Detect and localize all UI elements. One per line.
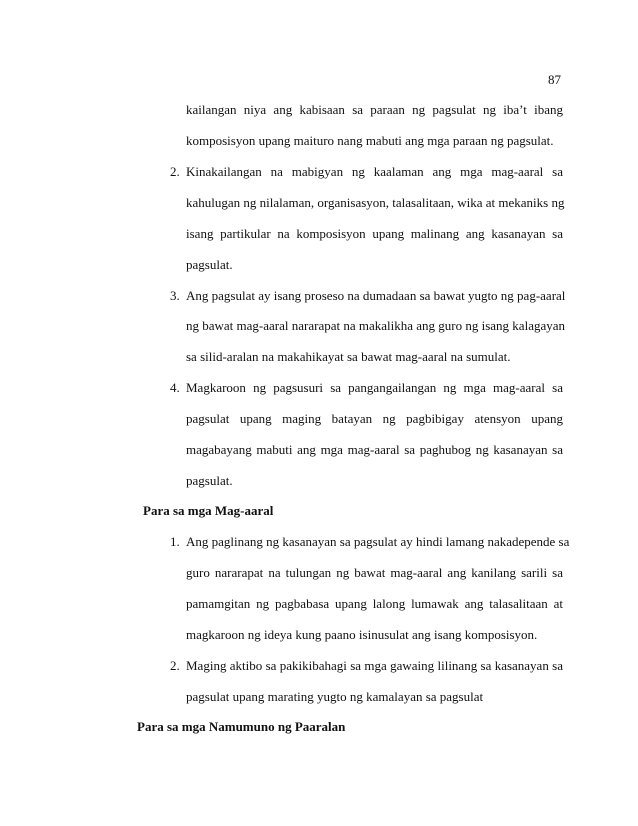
list-item-line: Ang paglinang ng kasanayan sa pagsulat ay hindi lamang nakadepende sa — [186, 534, 570, 549]
list-number: 1. — [170, 534, 180, 549]
page-number: 87 — [548, 72, 561, 87]
list-item-line: sa silid-aralan na makahikayat sa bawat mag-aaral na sumulat. — [186, 349, 511, 364]
list-item-line: kahulugan ng nilalaman, organisasyon, talasalitaan, wika at mekaniks ng — [186, 195, 565, 210]
list-item-line: Magkaroon ng pagsusuri sa pangangailangan ng mga mag-aaral sa — [186, 380, 563, 395]
list-number: 2. — [170, 164, 180, 179]
list-item-line: ng bawat mag-aaral nararapat na makalikha ang guro ng isang kalagayan — [186, 318, 565, 333]
list-item-line: guro nararapat na tulungan ng bawat mag-aaral ang kanilang sarili sa — [186, 565, 563, 580]
section-heading: Para sa mga Namumuno ng Paaralan — [137, 719, 346, 734]
list-item-line: Ang pagsulat ay isang proseso na dumadaan sa bawat yugto ng pag-aaral — [186, 288, 566, 303]
list-item-line: pagsulat. — [186, 257, 233, 272]
continuation-line: komposisyon upang maituro nang mabuti ang mga paraan ng pagsulat. — [186, 133, 554, 148]
section-heading: Para sa mga Mag-aaral — [143, 503, 274, 518]
list-item-line: Kinakailangan na mabigyan ng kaalaman ang mga mag-aaral sa — [186, 164, 563, 179]
list-number: 3. — [170, 288, 180, 303]
list-item-line: magkaroon ng ideya kung paano isinusulat ang isang komposisyon. — [186, 627, 538, 642]
list-number: 4. — [170, 380, 180, 395]
list-item-line: isang partikular na komposisyon upang malinang ang kasanayan sa — [186, 226, 563, 241]
list-item-line: pagsulat upang maging batayan ng pagbibigay atensyon upang — [186, 411, 563, 426]
list-item-line: pagsulat upang marating yugto ng kamalayan sa pagsulat — [186, 689, 484, 704]
continuation-line: kailangan niya ang kabisaan sa paraan ng pagsulat ng iba’t ibang — [186, 102, 563, 117]
list-item-line: pagsulat. — [186, 473, 233, 488]
list-item-line: magabayang mabuti ang mga mag-aaral sa paghubog ng kasanayan sa — [186, 442, 563, 457]
list-item-line: pamamgitan ng pagbabasa upang lalong lumawak ang talasalitaan at — [186, 596, 563, 611]
list-item-line: Maging aktibo sa pakikibahagi sa mga gawaing lilinang sa kasanayan sa — [186, 658, 563, 673]
list-number: 2. — [170, 658, 180, 673]
